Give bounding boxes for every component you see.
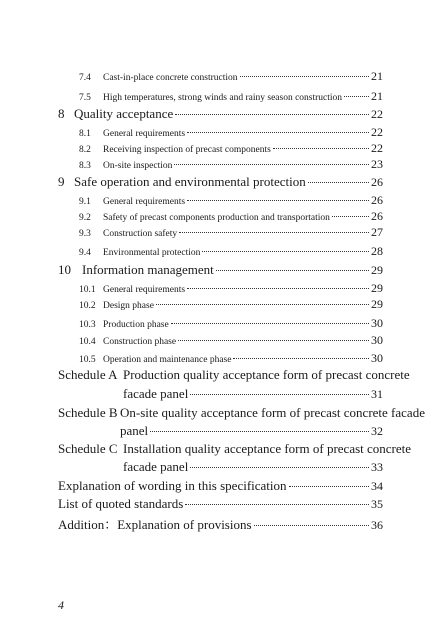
page-ref: 36 <box>371 518 383 532</box>
section-number: 8.2 <box>79 145 91 155</box>
chapter-title: Information management <box>82 262 214 277</box>
toc-entry-standards[interactable] <box>58 496 383 512</box>
schedule-title-line1: Production quality acceptance form of precast concrete <box>123 367 410 382</box>
page-ref: 29 <box>371 281 383 295</box>
section-title: General requirements <box>103 197 186 207</box>
toc-entry-10-3[interactable] <box>79 316 383 331</box>
dot-leader <box>202 251 369 252</box>
toc-entry-10-1[interactable] <box>79 281 383 296</box>
toc-entry-8-3[interactable] <box>79 157 383 172</box>
page-ref: 22 <box>371 107 383 121</box>
dot-leader <box>156 304 369 305</box>
section-title: General requirements <box>103 285 186 295</box>
section-title: Receiving inspection of precast components <box>103 145 271 155</box>
page-ref: 29 <box>371 263 383 277</box>
page-ref: 29 <box>371 297 383 311</box>
schedule-label: Schedule B <box>58 405 118 420</box>
schedule-title-line2 <box>120 423 383 439</box>
toc-entry-8-1[interactable] <box>79 125 383 140</box>
schedule-title-line2 <box>123 459 383 475</box>
schedule-label: Schedule A <box>58 367 118 382</box>
page-ref: 21 <box>371 69 383 83</box>
schedule-title-text: facade panel <box>123 459 189 474</box>
dot-leader <box>190 394 369 395</box>
section-title: Production phase <box>103 320 169 330</box>
section-number: 8.3 <box>79 161 91 171</box>
toc-entry-8-2[interactable] <box>79 141 383 156</box>
section-number: 9.1 <box>79 197 91 207</box>
page-ref: 28 <box>371 244 383 258</box>
page-ref: 30 <box>371 351 383 365</box>
toc-entry-10[interactable] <box>58 262 383 278</box>
section-number: 10.4 <box>79 337 96 347</box>
dot-leader <box>150 431 369 432</box>
page-ref: 32 <box>371 424 383 438</box>
dot-leader <box>179 232 369 233</box>
section-number: 7.5 <box>79 93 91 103</box>
page-ref: 23 <box>371 157 383 171</box>
toc-entry-9-1[interactable] <box>79 193 383 208</box>
section-title: General requirements <box>103 129 186 139</box>
dot-leader <box>233 358 369 359</box>
dot-leader <box>187 132 369 133</box>
entry-title: List of quoted standards <box>58 496 184 511</box>
toc-entry-wording[interactable] <box>58 478 383 494</box>
section-number: 9.4 <box>79 248 91 258</box>
toc-entry-9[interactable] <box>58 174 383 190</box>
section-title: Construction safety <box>103 229 178 239</box>
section-number: 7.4 <box>79 73 91 83</box>
schedule-title-line2 <box>123 386 383 402</box>
page-number: 4 <box>58 598 64 612</box>
dot-leader <box>187 200 369 201</box>
section-title: Safety of precast components production and transportation <box>103 213 330 223</box>
page-ref: 27 <box>371 225 383 239</box>
toc-entry-8[interactable] <box>58 106 383 122</box>
chapter-title: Quality acceptance <box>74 106 174 121</box>
section-title: Environmental protection <box>103 248 201 258</box>
page-ref: 21 <box>371 89 383 103</box>
page-ref: 31 <box>371 387 383 401</box>
dot-leader <box>254 525 369 526</box>
section-title: Design phase <box>103 301 154 311</box>
dot-leader <box>190 467 369 468</box>
toc-entry-addition[interactable] <box>58 514 383 533</box>
section-number: 9.2 <box>79 213 91 223</box>
section-number: 10.1 <box>79 285 96 295</box>
section-title: High temperatures, strong winds and rainy season construction <box>103 93 343 103</box>
toc-entry-9-2[interactable] <box>79 209 383 224</box>
dot-leader <box>332 216 369 217</box>
dot-leader <box>175 114 369 115</box>
toc-entry-10-4[interactable] <box>79 333 383 348</box>
section-number: 9.3 <box>79 229 91 239</box>
toc-entry-9-3[interactable] <box>79 225 383 240</box>
section-title: Construction phase <box>103 337 177 347</box>
dot-leader <box>185 504 369 505</box>
chapter-number: 8 <box>58 106 65 121</box>
page-ref: 34 <box>371 479 383 493</box>
entry-title: Explanation of wording in this specification <box>58 478 287 493</box>
page-ref: 26 <box>371 175 383 189</box>
chapter-title: Safe operation and environmental protection <box>74 174 306 189</box>
toc-entry-7-4[interactable] <box>79 69 383 84</box>
dot-leader <box>273 148 369 149</box>
page-ref: 26 <box>371 193 383 207</box>
section-title: On-site inspection <box>103 161 173 171</box>
toc-entry-10-2[interactable] <box>79 297 383 312</box>
dot-leader <box>187 288 369 289</box>
entry-title: Addition：Explanation of provisions <box>58 517 252 532</box>
chapter-number: 9 <box>58 174 65 189</box>
page-ref: 33 <box>371 460 383 474</box>
toc-entry-10-5[interactable] <box>79 351 383 366</box>
dot-leader <box>216 270 369 271</box>
page-ref: 26 <box>371 209 383 223</box>
dot-leader <box>178 340 369 341</box>
section-number: 10.3 <box>79 320 96 330</box>
page-ref: 30 <box>371 333 383 347</box>
dot-leader <box>308 182 369 183</box>
schedule-title-text: facade panel <box>123 386 189 401</box>
toc-entry-9-4[interactable] <box>79 244 383 259</box>
dot-leader <box>174 164 369 165</box>
dot-leader <box>344 96 369 97</box>
dot-leader <box>289 486 369 487</box>
chapter-number: 10 <box>58 262 71 277</box>
page-ref: 22 <box>371 125 383 139</box>
schedule-title-text: panel <box>120 423 149 438</box>
toc-entry-7-5[interactable] <box>79 89 383 104</box>
section-number: 8.1 <box>79 129 91 139</box>
schedule-title-line1: On-site quality acceptance form of precast concrete facade <box>120 405 425 420</box>
page-ref: 30 <box>371 316 383 330</box>
schedule-title-line1: Installation quality acceptance form of precast concrete <box>123 441 412 456</box>
dot-leader <box>171 323 369 324</box>
section-number: 10.5 <box>79 355 96 365</box>
section-title: Operation and maintenance phase <box>103 355 232 365</box>
dot-leader <box>240 76 369 77</box>
section-number: 10.2 <box>79 301 96 311</box>
section-title: Cast-in-place concrete construction <box>103 73 238 83</box>
page-ref: 35 <box>371 497 383 511</box>
schedule-label: Schedule C <box>58 441 118 456</box>
page-ref: 22 <box>371 141 383 155</box>
